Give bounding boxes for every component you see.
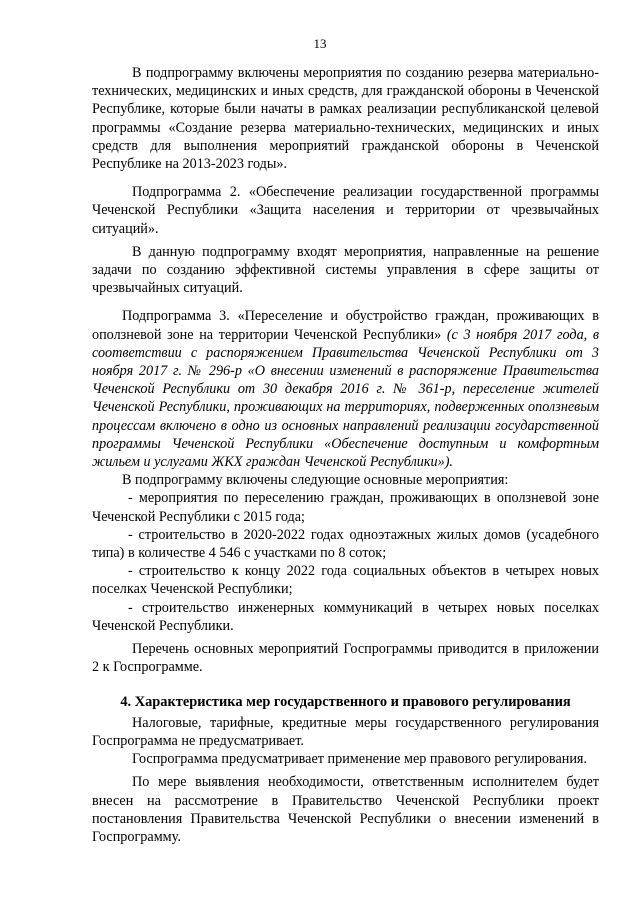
- list-item-engineering-communications: - строительство инженерных коммуникаций в четырех новых поселках Чеченской Республики.: [92, 599, 599, 634]
- subprogram-3-note: (с 3 ноября 2017 года, в соответствии с распоряжением Правительства Чеченской Республики от 3 ноября 2017 г. № 296-р «О внесении изменений в распоряжение Правительства Чеченской Республики от 30 декабря 2016 г. № 361-р, переселение жителей Чеченской Республики, проживающих на территориях, подверженных оползневым процессам включено в одно из основных направлений реализации государственной программы Чеченской Республики «Обеспечение доступным и комфортным жильем и услугами ЖКХ граждан Чеченской Республики»).: [92, 326, 600, 471]
- paragraph-amendments: По мере выявления необходимости, ответственным исполнителем будет внесен на рассмотрение в Правительство Чеченской Республики проект постановления Правительства Чеченской Республики о внесении изменений в Госпрограмму.: [92, 774, 599, 845]
- paragraph-tax-measures: Налоговые, тарифные, кредитные меры государственного регулирования Госпрограмма не предусматривает.: [92, 714, 599, 749]
- paragraph-legal-regulation: Госпрограмма предусматривает применение мер правового регулирования.: [132, 751, 587, 768]
- list-item-resettlement: - мероприятия по переселению граждан, проживающих в оползневой зоне Чеченской Республики с 2015 года;: [92, 490, 599, 525]
- paragraph-appendix-reference: Перечень основных мероприятий Госпрограммы приводится в приложении 2 к Госпрограмме.: [92, 641, 599, 676]
- paragraph-subprogram-2: Подпрограмма 2. «Обеспечение реализации государственной программы Чеченской Республики «Защита населения и территории от чрезвычайных ситуаций».: [92, 184, 599, 237]
- page-number: 13: [313, 36, 327, 51]
- list-item-housing-construction: - строительство в 2020-2022 годах одноэтажных жилых домов (усадебного типа) в количестве 4 546 с участками по 8 соток;: [92, 526, 599, 562]
- paragraph-subprogram-2-description: В данную подпрограмму входят мероприятия, направленные на решение задачи по созданию эффективной системы управления в сфере защиты от чрезвычайных ситуаций.: [92, 243, 599, 297]
- section-heading: 4. Характеристика мер государственного и правового регулирования: [120, 693, 571, 710]
- paragraph-subprogram-reserve: В подпрограмму включены мероприятия по созданию резерва материально-технических, медицинских и иных средств, для гражданской обороны в Чеченской Республике, которые были начаты в рамках реализации республиканской целевой программы «Создание резерва материально-технических, медицинских и иных средств для выполнения мероприятий гражданской обороны в Чеченской Республике на 2013-2023 годы».: [92, 65, 599, 173]
- paragraph-subprogram-3: [92, 307, 599, 471]
- list-item-social-facilities: - строительство к концу 2022 года социальных объектов в четырех новых поселках Чеченской Республики;: [92, 563, 599, 598]
- paragraph-activities-intro: В подпрограмму включены следующие основные мероприятия:: [122, 472, 509, 489]
- document-body: [92, 64, 599, 846]
- subprogram-3-title: Подпрограмма 3. «Переселение и обустройство граждан, проживающих в оползневой зоне на территории Чеченской Республики»: [92, 308, 599, 343]
